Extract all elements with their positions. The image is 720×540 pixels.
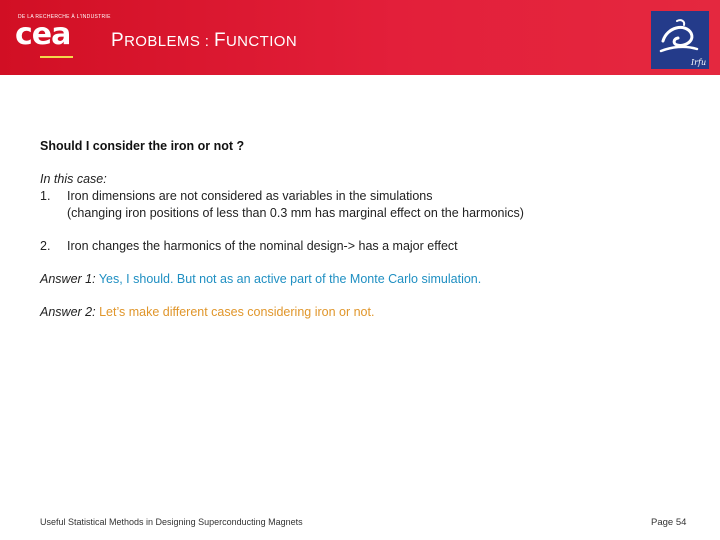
list-item xyxy=(40,238,690,255)
brand-tagline: DE LA RECHERCHE À L'INDUSTRIE xyxy=(18,14,111,20)
footer-title: Useful Statistical Methods in Designing Superconducting Magnets xyxy=(40,517,303,527)
list-text: Iron changes the harmonics of the nominal design-> has a major effect xyxy=(67,239,458,253)
title-part: P xyxy=(111,30,125,51)
title-part: ROBLEMS xyxy=(124,33,201,50)
irfu-emblem-icon xyxy=(651,11,709,69)
answer-2-text: Let’s make different cases considering iron or not. xyxy=(95,305,375,319)
slide-body xyxy=(40,138,690,321)
list-number: 1. xyxy=(40,189,51,203)
answer-2 xyxy=(40,304,690,321)
irfu-label: Irfu xyxy=(691,58,707,67)
slide-title xyxy=(111,30,297,52)
logo-underline xyxy=(40,56,73,58)
case-intro: In this case: xyxy=(40,172,107,186)
title-part: : xyxy=(200,33,214,50)
answer-2-label: Answer 2: xyxy=(40,305,96,319)
title-part: UNCTION xyxy=(225,33,298,50)
list-text: Iron dimensions are not considered as variables in the simulations xyxy=(67,189,433,203)
answer-1-label: Answer 1: xyxy=(40,272,96,286)
list-text-continuation: (changing iron positions of less than 0.3 mm has marginal effect on the harmonics) xyxy=(67,206,524,220)
list-number: 2. xyxy=(40,239,51,253)
cea-logo: cea xyxy=(15,17,71,52)
answer-1 xyxy=(40,271,690,288)
title-part: F xyxy=(213,30,226,51)
answer-1-text: Yes, I should. But not as an active part of the Monte Carlo simulation. xyxy=(95,272,482,286)
list-item xyxy=(40,188,690,205)
irfu-logo xyxy=(651,11,709,69)
question-heading: Should I consider the iron or not ? xyxy=(40,139,245,153)
page-number: Page 54 xyxy=(651,517,687,528)
header-banner xyxy=(0,0,720,75)
